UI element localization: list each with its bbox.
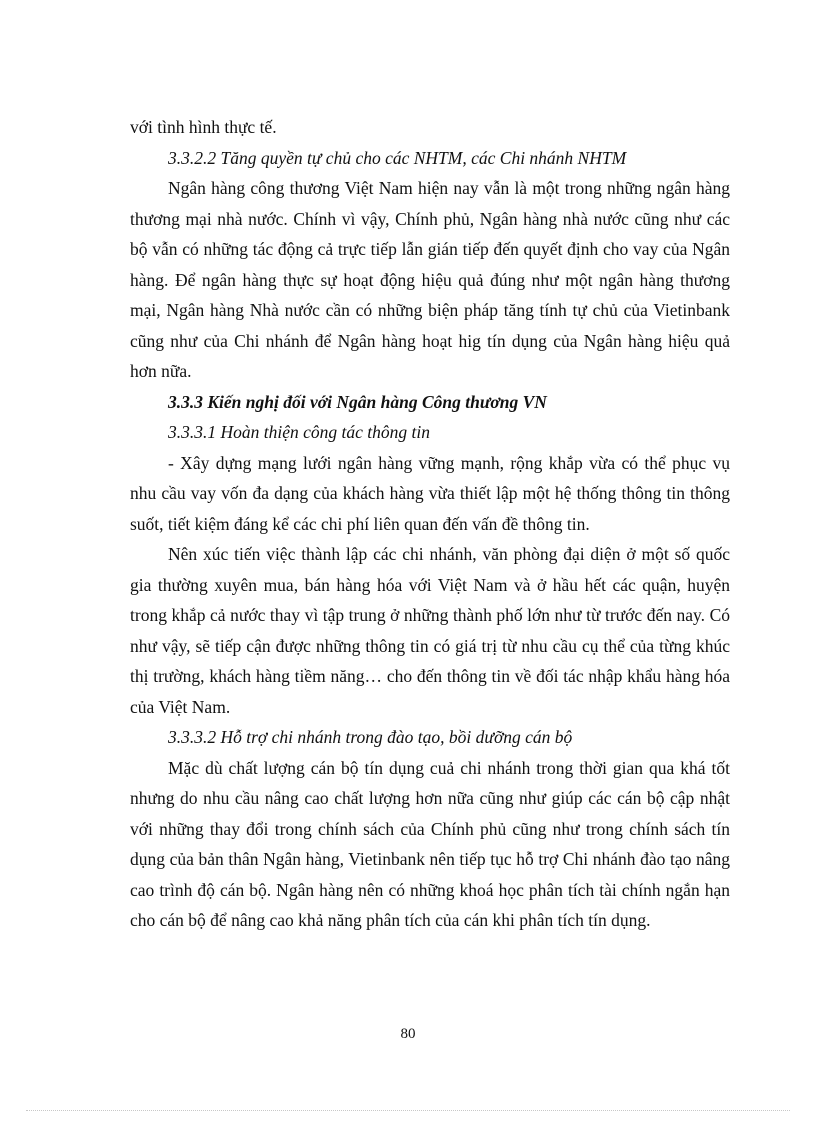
paragraph-branch-expansion: Nên xúc tiến việc thành lập các chi nhánh, văn phòng đại diện ở một số quốc gia thường xuyên mua, bán hàng hóa với Việt Nam và ở hầu hết các quận, huyện trong khắp cả nước thay vì tập trung ở những thành phố lớn như từ trước đến nay. Có như vậy, sẽ tiếp cận được những thông tin có giá trị từ nhu cầu cụ thể của từng khúc thị trường, khách hàng tiềm năng… cho đến thông tin về đối tác nhập khẩu hàng hóa của Việt Nam.: [130, 544, 730, 717]
subheading-3-3-2-2: 3.3.2.2 Tăng quyền tự chủ cho các NHTM, các Chi nhánh NHTM: [168, 147, 627, 168]
section-heading-3-3-3: 3.3.3 Kiến nghị đối với Ngân hàng Công thương VN: [168, 391, 547, 412]
paragraph-continuation: với tình hình thực tế.: [130, 117, 277, 137]
paragraph-state-bank-autonomy: Ngân hàng công thương Việt Nam hiện nay vẫn là một trong những ngân hàng thương mại nhà nước. Chính vì vậy, Chính phủ, Ngân hàng nhà nước cũng như các bộ vẫn có những tác động cả trực tiếp lẫn gián tiếp đến quyết định cho vay của Ngân hàng. Để ngân hàng thực sự hoạt động hiệu quả đúng như một ngân hàng thương mại, Ngân hàng Nhà nước cần có những biện pháp tăng tính tự chủ của Vietinbank cũng như của Chi nhánh để Ngân hàng hoạt hig tín dụng của Ngân hàng hiệu quả hơn nữa.: [130, 178, 730, 381]
subheading-3-3-3-1: 3.3.3.1 Hoàn thiện công tác thông tin: [168, 422, 430, 442]
page-divider: [26, 1110, 790, 1111]
subheading-3-3-3-2: 3.3.3.2 Hỗ trợ chi nhánh trong đào tạo, bồi dưỡng cán bộ: [168, 727, 573, 747]
paragraph-network-info: - Xây dựng mạng lưới ngân hàng vững mạnh, rộng khắp vừa có thể phục vụ nhu cầu vay vốn đa dạng của khách hàng vừa thiết lập một hệ thống thông tin thông suốt, tiết kiệm đáng kể các chi phí liên quan đến vấn đề thông tin.: [130, 452, 730, 534]
paragraph-staff-training: Mặc dù chất lượng cán bộ tín dụng cuả chi nhánh trong thời gian qua khá tốt nhưng do nhu cầu nâng cao chất lượng hơn nữa cũng như giúp các cán bộ cập nhật với những thay đổi trong chính sách của Chính phủ cũng như trong chính sách tín dụng của bản thân Ngân hàng, Vietinbank nên tiếp tục hỗ trợ Chi nhánh đào tạo nâng cao trình độ cán bộ. Ngân hàng nên có những khoá học phân tích tài chính ngắn hạn cho cán bộ để nâng cao khả năng phân tích của cán khi phân tích tín dụng.: [130, 757, 730, 930]
page-number: 80: [400, 1026, 416, 1042]
page-body: [130, 112, 730, 936]
